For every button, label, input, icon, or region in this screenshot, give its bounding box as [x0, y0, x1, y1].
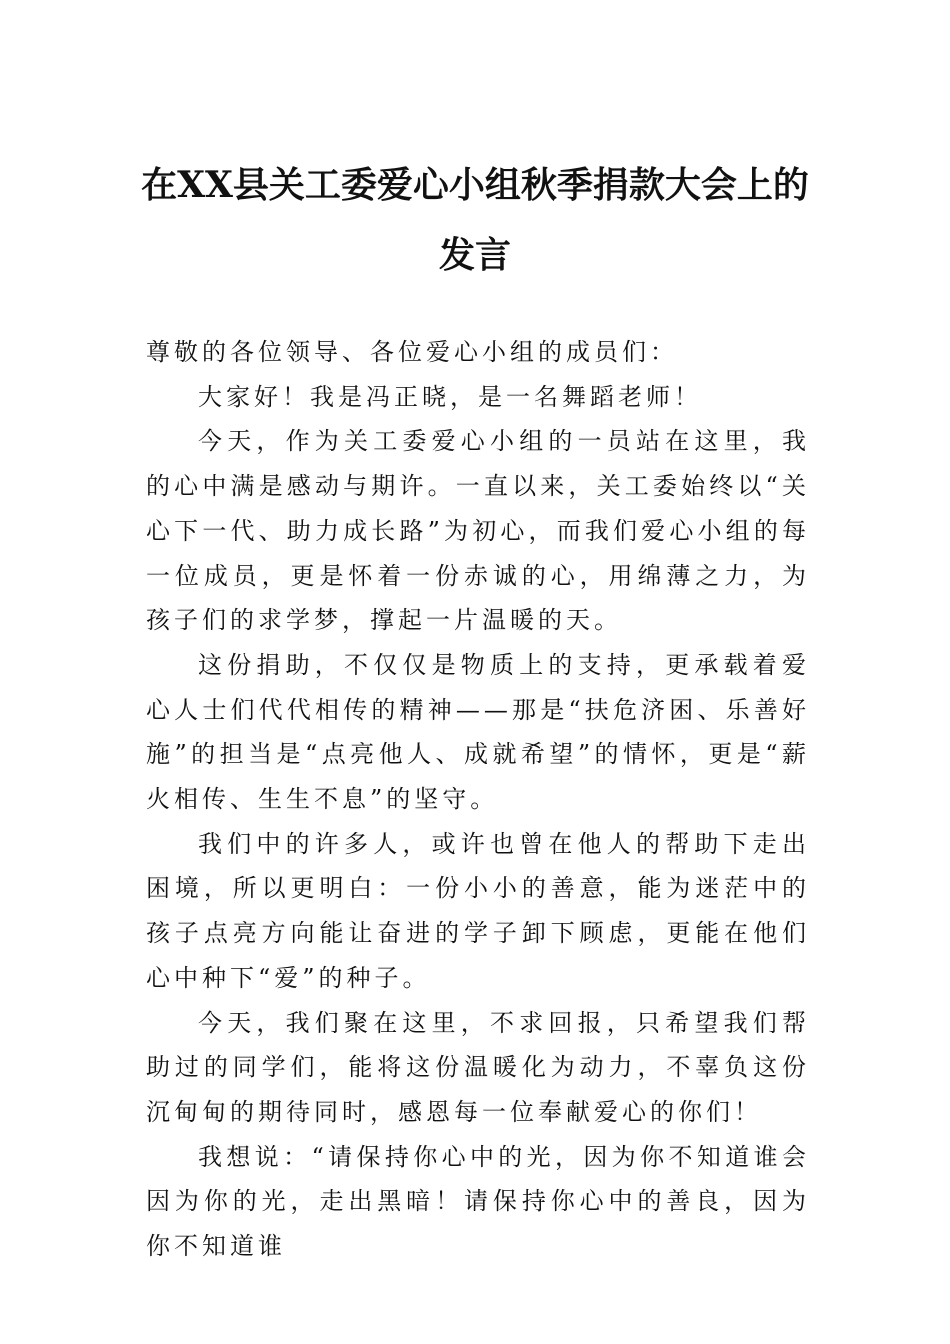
salutation: 尊敬的各位领导、各位爱心小组的成员们： — [146, 338, 678, 366]
paragraph-closing-quote: 我想说：“请保持你心中的光，因为你不知道谁会因为你的光，走出黑暗！请保持你心中的善良，因为你不知道谁 — [146, 1142, 810, 1261]
paragraph-gratitude: 今天，我们聚在这里，不求回报，只希望我们帮助过的同学们，能将这份温暖化为动力，不辜负这份沉甸甸的期待同时，感恩每一位奉献爱心的你们！ — [146, 1008, 810, 1126]
document-title-line-1: 在XX县关工委爱心小组秋季捐款大会上的 — [141, 164, 809, 206]
document-title-line-2: 发言 — [438, 234, 511, 276]
paragraph-greeting: 大家好！我是冯正晓，是一名舞蹈老师！ — [198, 382, 702, 411]
document-body — [146, 330, 810, 1269]
paragraph-kindness: 我们中的许多人，或许也曾在他人的帮助下走出困境，所以更明白：一份小小的善意，能为迷茫中的孩子点亮方向能让奋进的学子卸下顾虑，更能在他们心中种下“爱”的种子。 — [146, 829, 810, 992]
paragraph-spirit: 这份捐助，不仅仅是物质上的支持，更承载着爱心人士们代代相传的精神——那是“扶危济困、乐善好施”的担当是“点亮他人、成就希望”的情怀，更是“薪火相传、生生不息”的坚守。 — [146, 650, 810, 814]
paragraph-introduction: 今天，作为关工委爱心小组的一员站在这里，我的心中满是感动与期许。一直以来，关工委始终以“关心下一代、助力成长路”为初心，而我们爱心小组的每一位成员，更是怀着一份赤诚的心，用绵薄之力，为孩子们的求学梦，撑起一片温暖的天。 — [146, 427, 810, 635]
